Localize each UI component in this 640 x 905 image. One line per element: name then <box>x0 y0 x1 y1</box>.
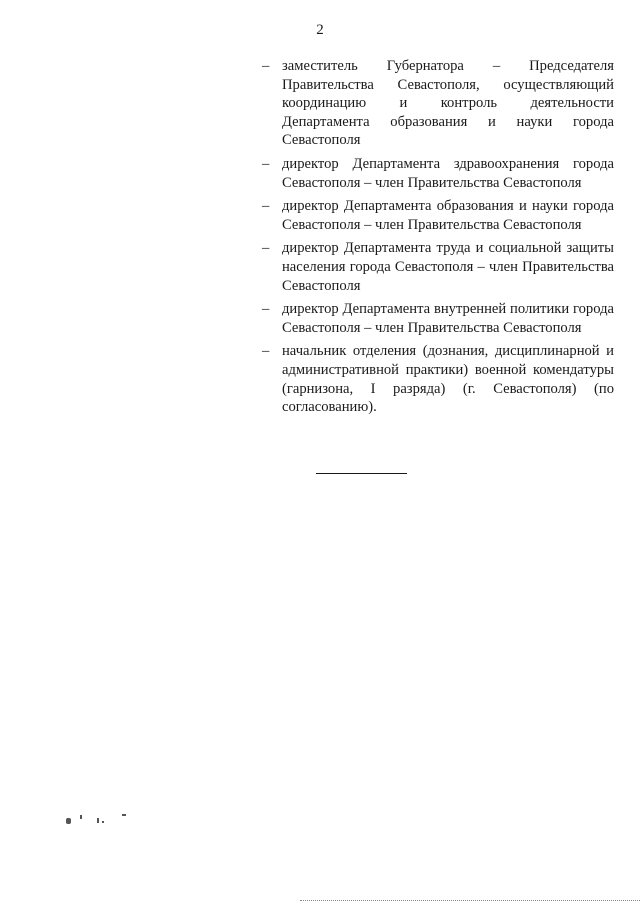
list-dash: – <box>262 58 270 74</box>
list-item <box>262 342 614 416</box>
list-dash: – <box>262 240 270 257</box>
list-dash: – <box>262 155 270 172</box>
list-item <box>262 197 614 234</box>
list-item-text: директор Департамента здравоохранения города Севастополя – член Правительства Севастополя <box>282 155 614 191</box>
members-list <box>262 57 614 422</box>
scan-speck <box>66 818 71 824</box>
list-item-text: заместитель Губернатора – Председателя Правительства Севастополя, осуществляющий координацию и контроль деятельности Департамента образования и науки города Севастополя <box>282 58 614 149</box>
scan-speck <box>80 815 82 819</box>
scan-bottom-edge <box>300 900 640 901</box>
list-item-text: начальник отделения (дознания, дисциплинарной и административной практики) военной комендатуры (гарнизона, I разряда) (г. Севастополя) (по согласованию). <box>282 343 614 416</box>
list-item-text: директор Департамента внутренней политики города Севастополя – член Правительства Севастополя <box>282 301 614 336</box>
scan-speck <box>97 818 99 823</box>
list-item <box>262 155 614 192</box>
end-separator-line <box>316 473 407 474</box>
list-dash: – <box>262 343 270 360</box>
scan-speck <box>122 814 126 816</box>
page-number: 2 <box>316 22 324 38</box>
list-item <box>262 57 614 150</box>
scan-speck <box>102 821 104 823</box>
list-dash: – <box>262 301 270 318</box>
list-item <box>262 239 614 295</box>
list-item <box>262 300 614 337</box>
list-dash: – <box>262 198 270 215</box>
list-item-text: директор Департамента труда и социальной защиты населения города Севастополя – член Правительства Севастополя <box>282 240 614 294</box>
list-item-text: директор Департамента образования и науки города Севастополя – член Правительства Севастополя <box>282 198 614 233</box>
